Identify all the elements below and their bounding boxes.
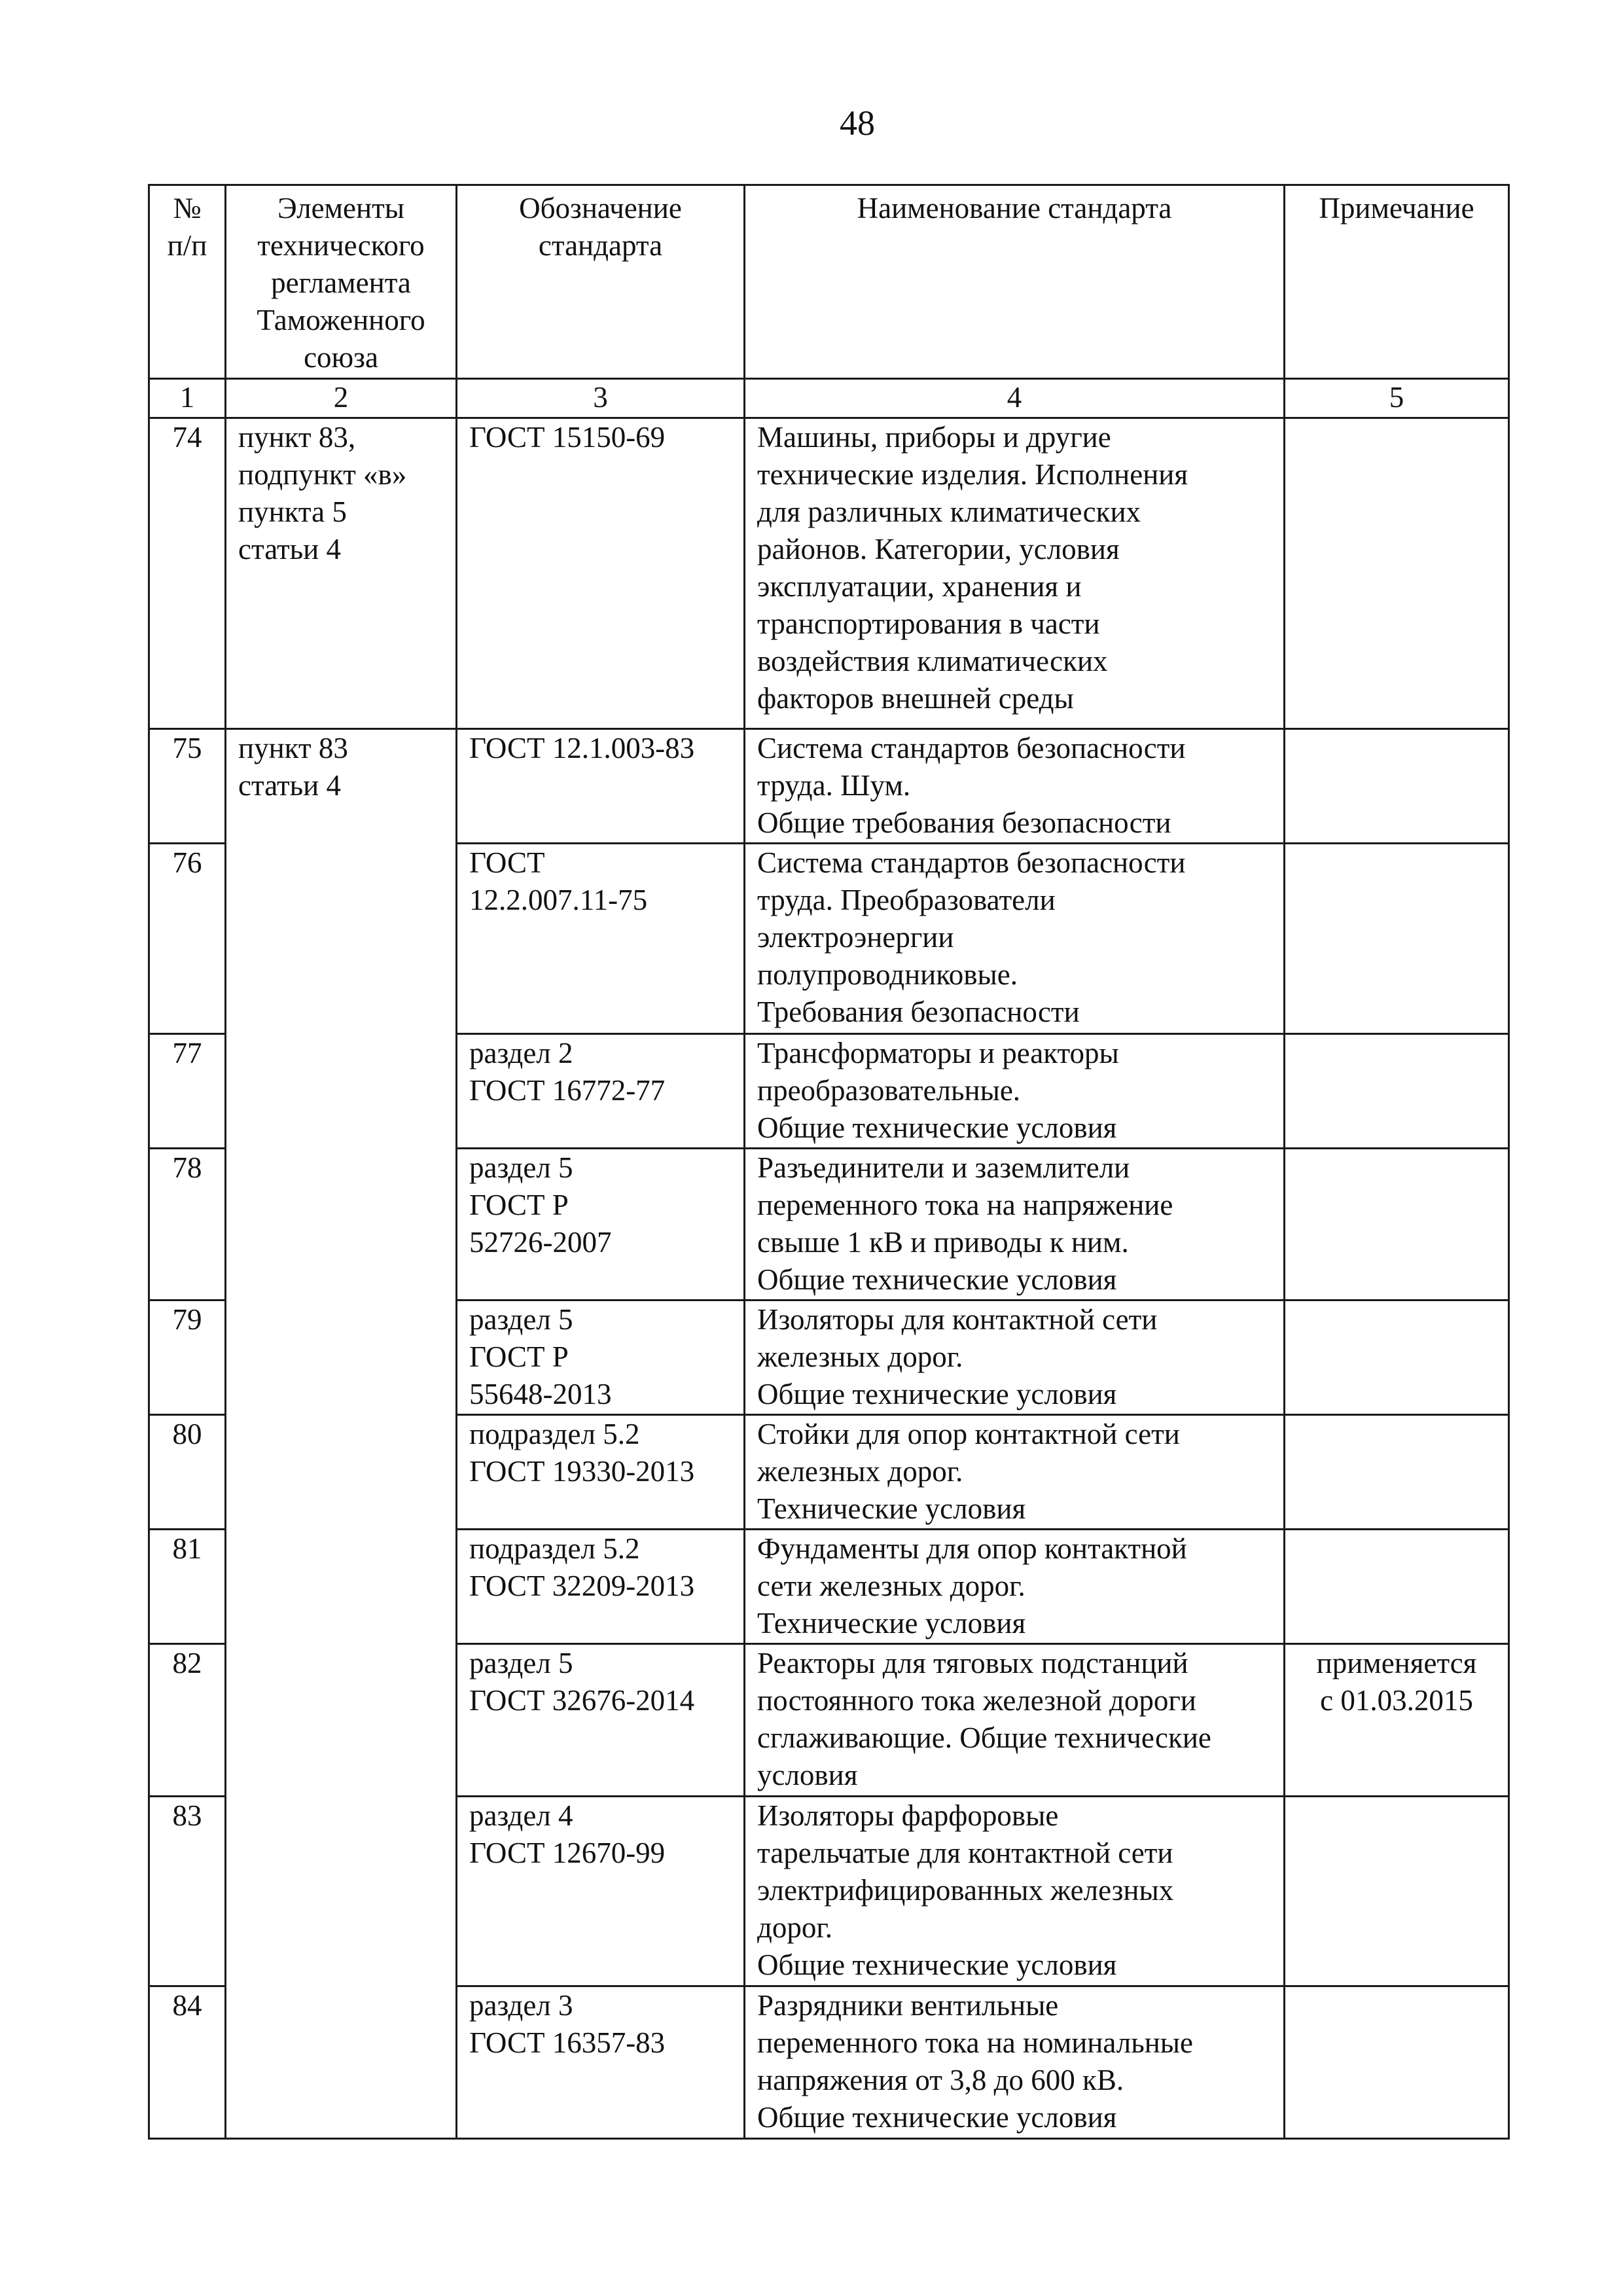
row-number: 74 (149, 418, 226, 729)
row-standard-name: Машины, приборы и другие технические изделия. Исполнения для различных климатических районов. Категории, условия эксплуатации, хранения и транспортирования в части воздействия климатических факторов внешней среды (745, 418, 1285, 729)
table-header-row (149, 185, 1509, 379)
row-number: 80 (149, 1415, 226, 1530)
table-row (149, 729, 1509, 844)
row-element: пункт 83, подпункт «в» пункта 5 статьи 4 (226, 418, 457, 729)
column-index: 1 (149, 379, 226, 418)
row-designation: ГОСТ 15150-69 (457, 418, 745, 729)
row-number: 76 (149, 844, 226, 1034)
row-number: 75 (149, 729, 226, 844)
row-designation: раздел 4 ГОСТ 12670-99 (457, 1797, 745, 1986)
header-elements: Элементы технического регламента Таможенного союза (226, 185, 457, 379)
row-designation: ГОСТ 12.1.003-83 (457, 729, 745, 844)
row-note (1285, 1530, 1509, 1644)
row-note (1285, 844, 1509, 1034)
row-standard-name: Система стандартов безопасности труда. Шум. Общие требования безопасности (745, 729, 1285, 844)
header-number: № п/п (149, 185, 226, 379)
row-note (1285, 1300, 1509, 1415)
row-number: 77 (149, 1034, 226, 1149)
row-number: 83 (149, 1797, 226, 1986)
row-designation: раздел 5 ГОСТ 32676-2014 (457, 1644, 745, 1797)
column-index: 2 (226, 379, 457, 418)
standards-table (148, 184, 1510, 2140)
table-row (149, 418, 1509, 729)
row-standard-name: Стойки для опор контактной сети железных дорог. Технические условия (745, 1415, 1285, 1530)
row-designation: подраздел 5.2 ГОСТ 32209-2013 (457, 1530, 745, 1644)
row-designation: раздел 3 ГОСТ 16357-83 (457, 1986, 745, 2139)
row-standard-name: Трансформаторы и реакторы преобразовательные. Общие технические условия (745, 1034, 1285, 1149)
row-note: применяется с 01.03.2015 (1285, 1644, 1509, 1797)
header-designation: Обозначение стандарта (457, 185, 745, 379)
row-note (1285, 1986, 1509, 2139)
row-note (1285, 1415, 1509, 1530)
row-number: 82 (149, 1644, 226, 1797)
row-number: 79 (149, 1300, 226, 1415)
column-index-row (149, 379, 1509, 418)
row-designation: ГОСТ 12.2.007.11-75 (457, 844, 745, 1034)
row-standard-name: Реакторы для тяговых подстанций постоянного тока железной дороги сглаживающие. Общие технические условия (745, 1644, 1285, 1797)
row-designation: подраздел 5.2 ГОСТ 19330-2013 (457, 1415, 745, 1530)
row-standard-name: Разрядники вентильные переменного тока на номинальные напряжения от 3,8 до 600 кВ. Общие технические условия (745, 1986, 1285, 2139)
row-designation: раздел 5 ГОСТ Р 52726-2007 (457, 1149, 745, 1300)
row-number: 84 (149, 1986, 226, 2139)
row-number: 81 (149, 1530, 226, 1644)
row-note (1285, 729, 1509, 844)
row-standard-name: Фундаменты для опор контактной сети железных дорог. Технические условия (745, 1530, 1285, 1644)
row-standard-name: Изоляторы фарфоровые тарельчатые для контактной сети электрифицированных железных дорог. Общие технические условия (745, 1797, 1285, 1986)
row-standard-name: Изоляторы для контактной сети железных дорог. Общие технические условия (745, 1300, 1285, 1415)
column-index: 4 (745, 379, 1285, 418)
header-standard-name: Наименование стандарта (745, 185, 1285, 379)
page-number: 48 (840, 103, 875, 143)
row-designation: раздел 5 ГОСТ Р 55648-2013 (457, 1300, 745, 1415)
row-element: пункт 83 статьи 4 (226, 729, 457, 2139)
row-standard-name: Система стандартов безопасности труда. Преобразователи электроэнергии полупроводниковые. Требования безопасности (745, 844, 1285, 1034)
row-note (1285, 1034, 1509, 1149)
row-standard-name: Разъединители и заземлители переменного тока на напряжение свыше 1 кВ и приводы к ним. Общие технические условия (745, 1149, 1285, 1300)
row-note (1285, 1149, 1509, 1300)
header-note: Примечание (1285, 185, 1509, 379)
row-number: 78 (149, 1149, 226, 1300)
row-note (1285, 1797, 1509, 1986)
column-index: 5 (1285, 379, 1509, 418)
row-note (1285, 418, 1509, 729)
column-index: 3 (457, 379, 745, 418)
row-designation: раздел 2 ГОСТ 16772-77 (457, 1034, 745, 1149)
